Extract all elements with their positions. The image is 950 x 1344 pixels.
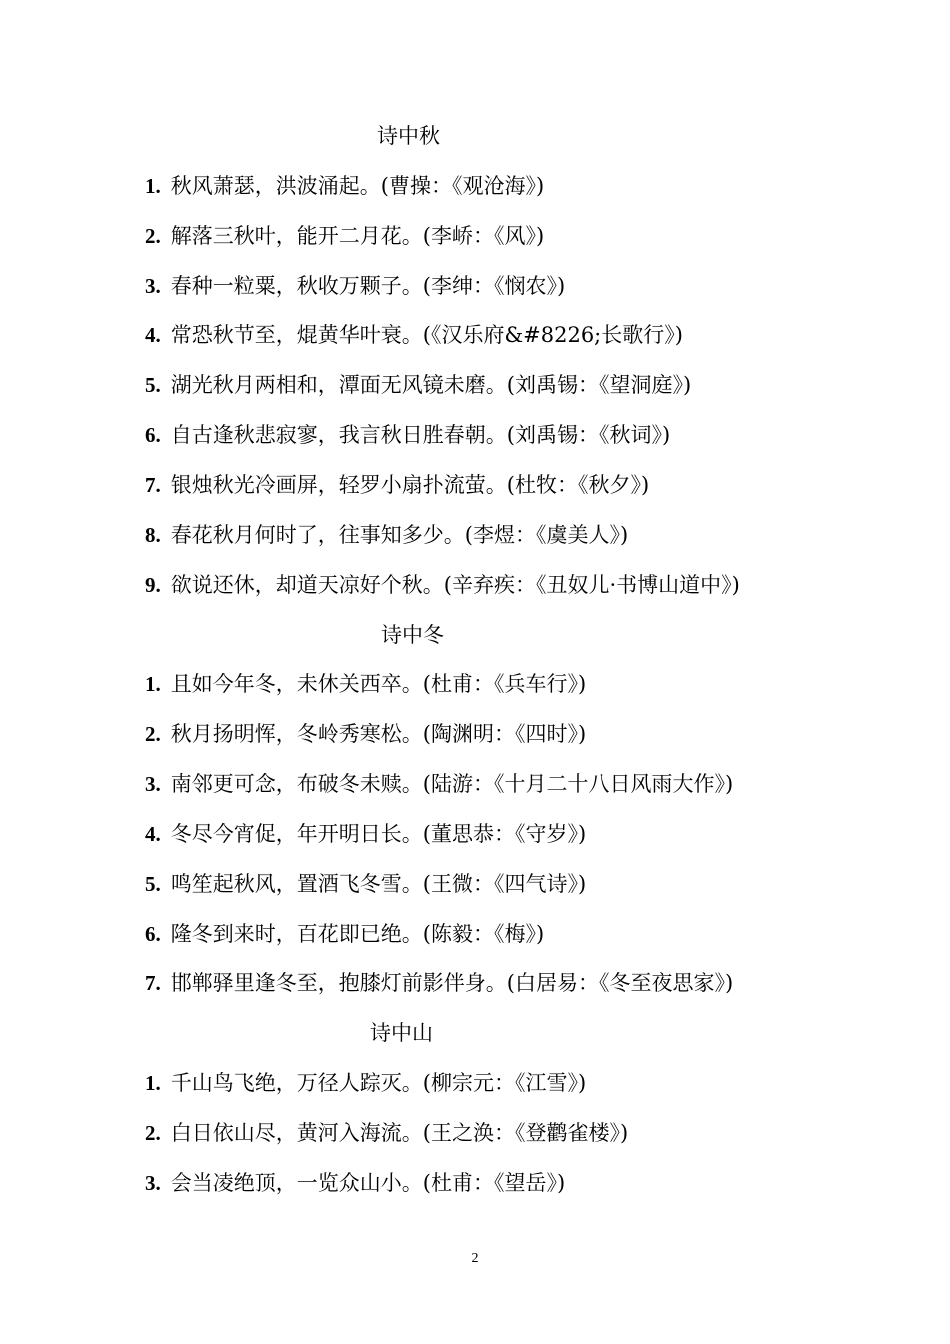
item-number: 3 — [145, 772, 156, 796]
list-item: 5. 湖光秋月两相和，潭面无风镜未磨。(刘禹锡：《望洞庭》) — [145, 373, 692, 397]
item-number: 3 — [145, 274, 156, 298]
item-number: 1 — [145, 174, 156, 198]
poem-line: 银烛秋光冷画屏，轻罗小扇扑流萤。(杜牧：《秋夕》) — [170, 473, 650, 497]
poem-line: 自古逢秋悲寂寥，我言秋日胜春朝。(刘禹锡：《秋词》) — [170, 423, 671, 447]
poem-line: 冬尽今宵促，年开明日长。(董思恭：《守岁》) — [170, 822, 587, 846]
item-number: 2 — [145, 224, 156, 248]
item-number: 1 — [145, 672, 156, 696]
poem-line: 会当凌绝顶，一览众山小。(杜甫：《望岳》) — [170, 1171, 566, 1195]
poem-line: 且如今年冬，未休关西卒。(杜甫：《兵车行》) — [170, 672, 587, 696]
section-title-mountain: 诗中山 — [370, 1021, 433, 1045]
item-number: 9 — [145, 573, 156, 597]
list-item: 5. 鸣笙起秋风，置酒飞冬雪。(王微：《四气诗》) — [145, 872, 587, 896]
poem-line: 南邻更可念，布破冬未赎。(陆游：《十月二十八日风雨大作》) — [170, 772, 734, 796]
list-item: 2. 白日依山尽，黄河入海流。(王之涣：《登鹳雀楼》) — [145, 1121, 629, 1145]
poem-line: 湖光秋月两相和，潭面无风镜未磨。(刘禹锡：《望洞庭》) — [170, 373, 692, 397]
poem-line: 欲说还休，却道天凉好个秋。(辛弃疾：《丑奴儿·书博山道中》) — [170, 573, 740, 597]
poem-line: 解落三秋叶，能开二月花。(李峤：《风》) — [170, 224, 545, 248]
item-number: 4 — [145, 323, 156, 347]
item-number: 1 — [145, 1071, 156, 1095]
list-item: 8. 春花秋月何时了，往事知多少。(李煜：《虞美人》) — [145, 523, 629, 547]
poem-line: 秋风萧瑟，洪波涌起。(曹操：《观沧海》) — [170, 174, 545, 198]
list-item: 2. 秋月扬明恽，冬岭秀寒松。(陶渊明：《四时》) — [145, 722, 587, 746]
item-number: 4 — [145, 822, 156, 846]
list-item: 6. 隆冬到来时，百花即已绝。(陈毅：《梅》) — [145, 922, 545, 946]
list-item: 3. 春种一粒粟，秋收万颗子。(李绅：《悯农》) — [145, 274, 566, 298]
list-item: 1. 且如今年冬，未休关西卒。(杜甫：《兵车行》) — [145, 672, 587, 696]
section-title-winter: 诗中冬 — [381, 623, 444, 647]
poem-line: 鸣笙起秋风，置酒飞冬雪。(王微：《四气诗》) — [170, 872, 587, 896]
list-item: 2. 解落三秋叶，能开二月花。(李峤：《风》) — [145, 224, 545, 248]
poem-line: 千山鸟飞绝，万径人踪灭。(柳宗元：《江雪》) — [170, 1071, 587, 1095]
item-number: 5 — [145, 872, 156, 896]
poem-line: 常恐秋节至，焜黄华叶衰。(《汉乐府&#8226;长歌行》) — [170, 323, 683, 347]
list-item: 3. 会当凌绝顶，一览众山小。(杜甫：《望岳》) — [145, 1171, 566, 1195]
item-number: 3 — [145, 1171, 156, 1195]
poem-line: 春种一粒粟，秋收万颗子。(李绅：《悯农》) — [170, 274, 566, 298]
item-number: 5 — [145, 373, 156, 397]
poem-line: 春花秋月何时了，往事知多少。(李煜：《虞美人》) — [170, 523, 629, 547]
list-item: 7. 银烛秋光冷画屏，轻罗小扇扑流萤。(杜牧：《秋夕》) — [145, 473, 650, 497]
list-item: 1. 千山鸟飞绝，万径人踪灭。(柳宗元：《江雪》) — [145, 1071, 587, 1095]
poem-line: 白日依山尽，黄河入海流。(王之涣：《登鹳雀楼》) — [170, 1121, 629, 1145]
item-number: 7 — [145, 473, 156, 497]
poem-line: 秋月扬明恽，冬岭秀寒松。(陶渊明：《四时》) — [170, 722, 587, 746]
list-item: 1. 秋风萧瑟，洪波涌起。(曹操：《观沧海》) — [145, 174, 545, 198]
item-number: 6 — [145, 922, 156, 946]
poem-line: 隆冬到来时，百花即已绝。(陈毅：《梅》) — [170, 922, 545, 946]
poem-line: 邯郸驿里逢冬至，抱膝灯前影伴身。(白居易：《冬至夜思家》) — [170, 971, 734, 995]
item-number: 7 — [145, 971, 156, 995]
list-item: 6. 自古逢秋悲寂寥，我言秋日胜春朝。(刘禹锡：《秋词》) — [145, 423, 671, 447]
list-item: 4. 冬尽今宵促，年开明日长。(董思恭：《守岁》) — [145, 822, 587, 846]
item-number: 2 — [145, 722, 156, 746]
list-item: 9. 欲说还休，却道天凉好个秋。(辛弃疾：《丑奴儿·书博山道中》) — [145, 573, 740, 597]
item-number: 8 — [145, 523, 156, 547]
section-title-autumn: 诗中秋 — [377, 124, 440, 148]
item-number: 6 — [145, 423, 156, 447]
list-item: 4. 常恐秋节至，焜黄华叶衰。(《汉乐府&#8226;长歌行》) — [145, 323, 683, 347]
list-item: 3. 南邻更可念，布破冬未赎。(陆游：《十月二十八日风雨大作》) — [145, 772, 734, 796]
item-number: 2 — [145, 1121, 156, 1145]
list-item: 7. 邯郸驿里逢冬至，抱膝灯前影伴身。(白居易：《冬至夜思家》) — [145, 971, 734, 995]
page-number: 2 — [471, 1251, 479, 1266]
